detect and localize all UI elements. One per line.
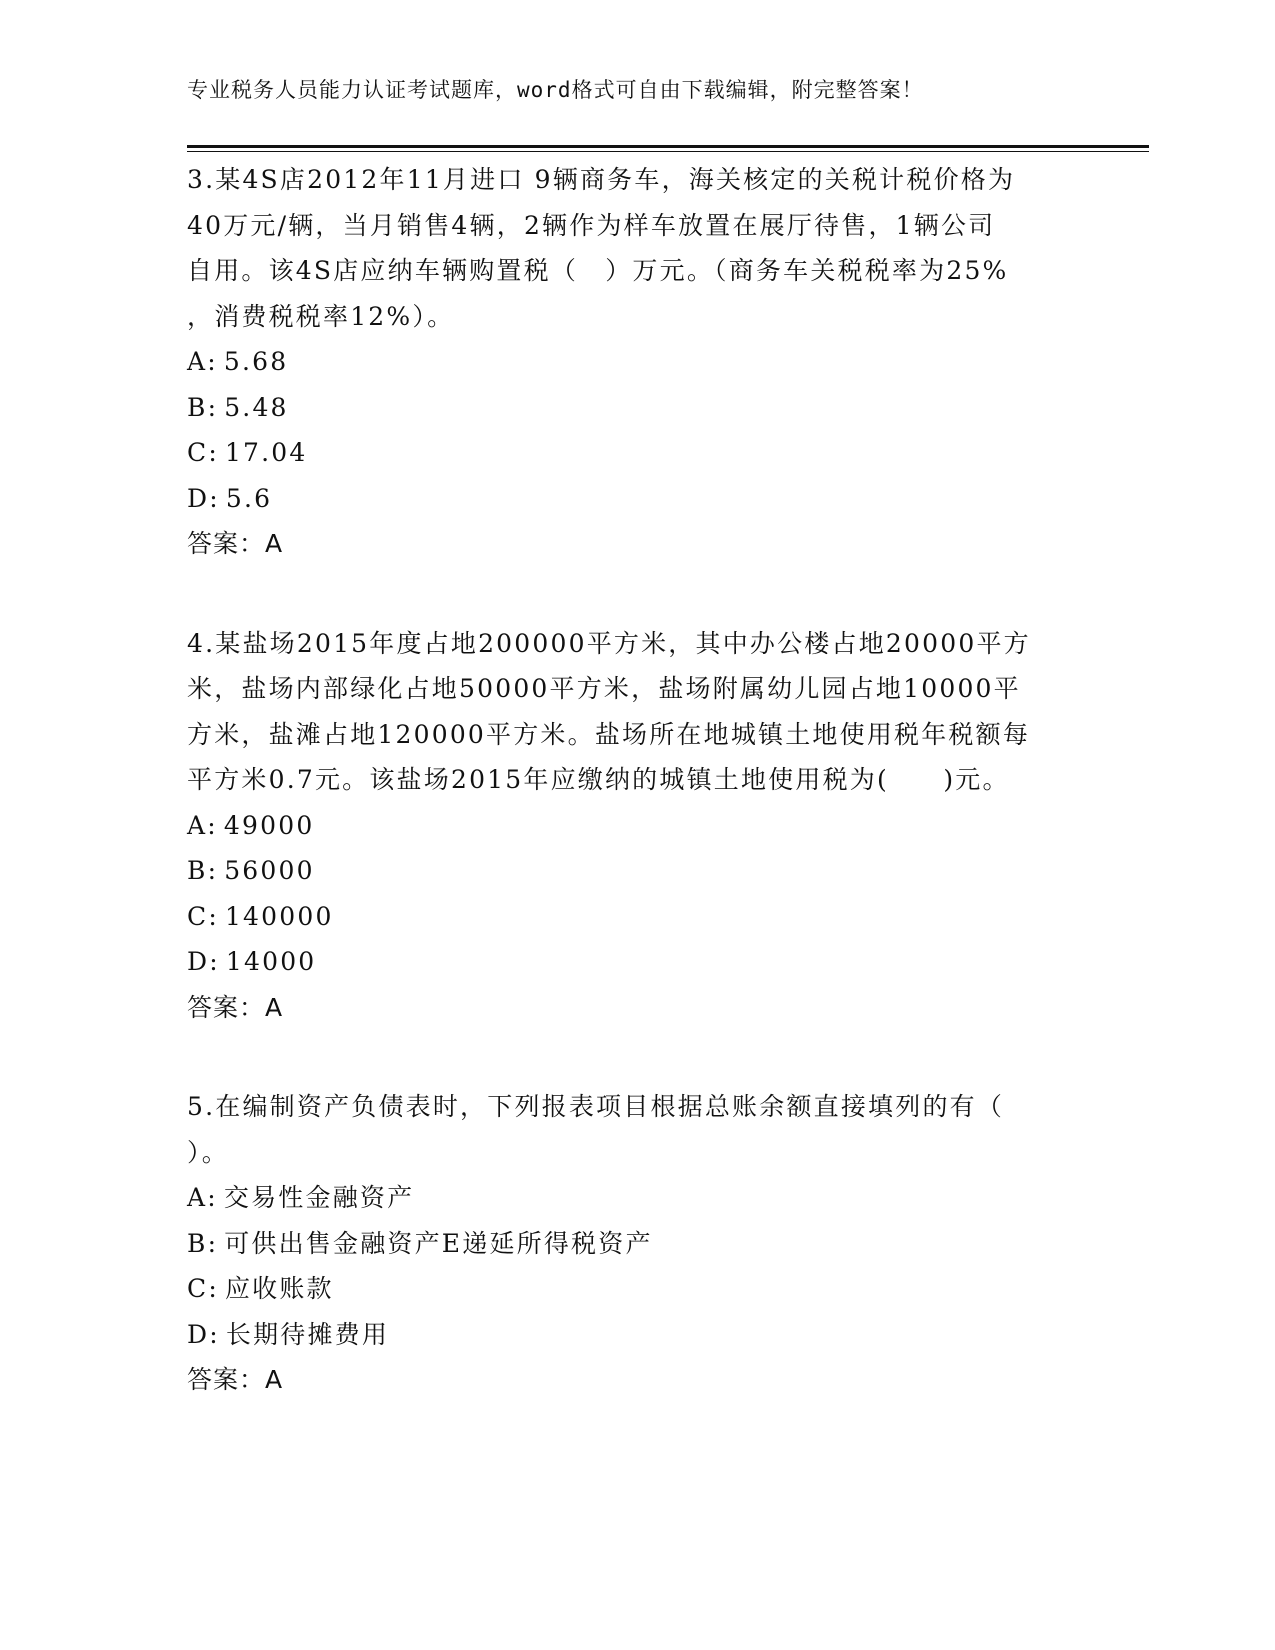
question-list xyxy=(187,157,1077,1457)
option-text: 交易性金融资产 xyxy=(223,1183,415,1212)
option-text: 长期待摊费用 xyxy=(225,1319,390,1349)
option-letter: D: xyxy=(187,947,220,976)
option-text: 17.04 xyxy=(224,438,308,467)
option-a xyxy=(187,803,1077,849)
option-letter: A: xyxy=(187,810,218,840)
option-letter: B: xyxy=(187,1228,219,1258)
page-header: 专业税务人员能力认证考试题库，word格式可自由下载编辑，附完整答案！ xyxy=(187,78,924,102)
option-text: 140000 xyxy=(224,901,334,931)
option-c xyxy=(187,1266,1077,1312)
answer-line: 答案：A xyxy=(187,992,284,1022)
question-5 xyxy=(187,1084,1077,1403)
option-letter: C: xyxy=(187,901,219,931)
question-stem: 3.某4S店2012年11月进口 9辆商务车，海关核定的关税计税价格为 40万元/辆，当月销售4辆，2辆作为样车放置在展厅待售，1辆公司 自用。该4S店应纳车辆购置税（ ）万元。（商务车关税税率为25% ，消费税税率12%）。 xyxy=(187,165,1016,331)
answer-line: 答案：A xyxy=(187,529,284,558)
option-letter: D: xyxy=(187,483,220,513)
option-text: 可供出售金融资产E递延所得税资产 xyxy=(224,1228,653,1258)
header-rule-thick xyxy=(187,145,1149,148)
option-letter: A: xyxy=(187,1183,218,1212)
option-letter: B: xyxy=(187,392,219,422)
header-rule-thin xyxy=(187,151,1149,152)
question-stem: 4.某盐场2015年度占地200000平方米，其中办公楼占地20000平方 米，盐场内部绿化占地50000平方米，盐场附属幼儿园占地10000平 方米，盐滩占地120000平方米。盐场所在地城镇土地使用税年税额每 平方米0.7元。该盐场2015年应缴纳的城镇土地使用税为( )元。 xyxy=(187,628,1031,794)
option-letter: C: xyxy=(187,1274,219,1303)
option-d xyxy=(187,1312,1077,1358)
option-text: 49000 xyxy=(223,810,315,840)
option-b xyxy=(187,385,1077,431)
option-letter: B: xyxy=(187,856,219,885)
option-b xyxy=(187,1221,1077,1267)
option-b xyxy=(187,848,1077,894)
option-a xyxy=(187,1175,1077,1221)
answer-line: 答案：A xyxy=(187,1365,284,1394)
option-letter: D: xyxy=(187,1319,220,1349)
option-text: 5.6 xyxy=(225,483,273,513)
option-c xyxy=(187,430,1077,476)
option-letter: A: xyxy=(187,347,218,376)
option-text: 5.68 xyxy=(223,347,289,376)
option-text: 5.48 xyxy=(224,392,289,422)
question-3 xyxy=(187,157,1077,567)
option-d xyxy=(187,476,1077,522)
option-d xyxy=(187,939,1077,985)
option-text: 14000 xyxy=(225,947,317,976)
question-stem: 5.在编制资产负债表时，下列报表项目根据总账余额直接填列的有（ ）。 xyxy=(187,1092,1005,1167)
option-c xyxy=(187,894,1077,940)
option-letter: C: xyxy=(187,438,219,467)
question-4 xyxy=(187,621,1077,1031)
option-a xyxy=(187,339,1077,385)
option-text: 应收账款 xyxy=(224,1274,334,1303)
option-text: 56000 xyxy=(224,856,315,885)
